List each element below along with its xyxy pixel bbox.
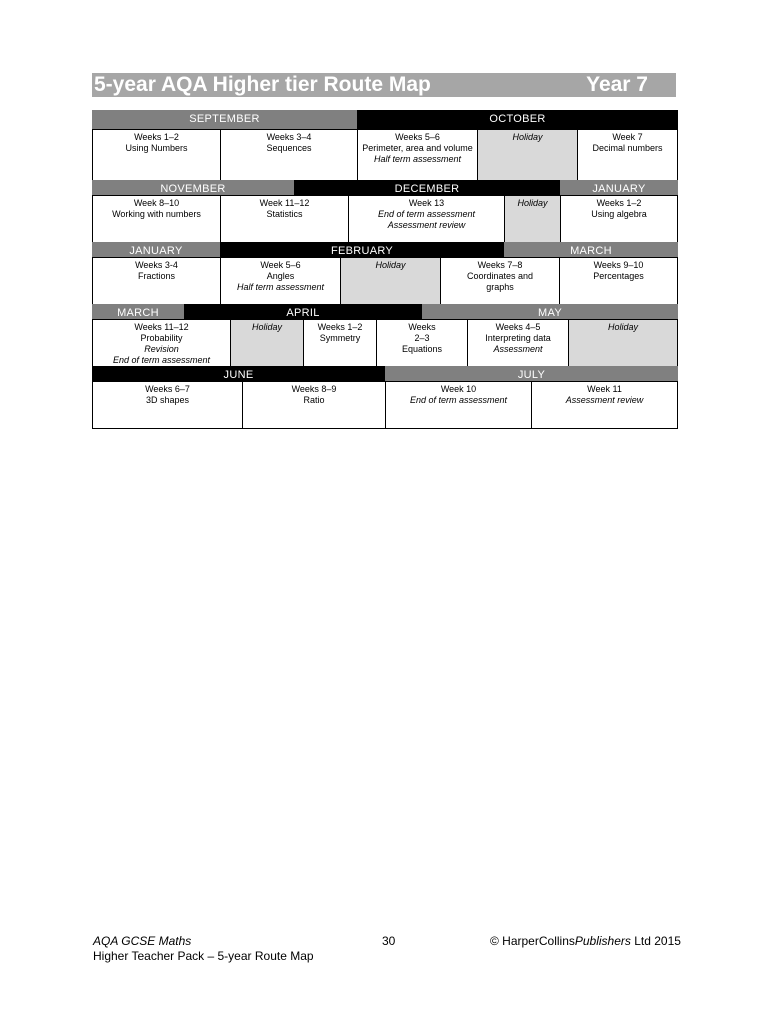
page-number: 30 (382, 934, 396, 948)
unit-cell (92, 129, 221, 181)
unit-assessment: End of term assessment (409, 395, 508, 405)
holiday-cell (477, 129, 578, 181)
unit-topic: 3D shapes (145, 395, 190, 405)
holiday-label: Holiday (251, 322, 282, 332)
unit-cell (467, 319, 569, 367)
holiday-label: Holiday (512, 132, 543, 142)
copyright-publisher: Publishers (574, 934, 631, 948)
unit-cell (92, 257, 221, 305)
month-header-march: MARCH (92, 304, 184, 323)
unit-topic: Angles (266, 271, 295, 281)
unit-cell (559, 257, 678, 305)
unit-cell (220, 257, 341, 305)
route-map-table (92, 110, 678, 429)
month-header-february: FEBRUARY (220, 242, 504, 261)
unit-weeks: Weeks (408, 322, 436, 332)
month-header-april: APRIL (184, 304, 422, 323)
holiday-cell (340, 257, 441, 305)
unit-cell (376, 319, 468, 367)
month-header-january: JANUARY (560, 180, 678, 199)
unit-cell (531, 381, 678, 429)
unit-weeks: Week 13 (408, 198, 445, 208)
unit-cell (92, 195, 221, 243)
unit-cell (303, 319, 377, 367)
unit-weeks: Week 11 (587, 384, 622, 394)
unit-weeks-range: 2–3 (414, 333, 430, 343)
month-header-october: OCTOBER (357, 110, 678, 129)
holiday-label: Holiday (375, 260, 406, 270)
unit-review: Assessment review (565, 395, 644, 405)
unit-topic: Sequences (266, 143, 312, 153)
unit-assessment: Half term assessment (236, 282, 325, 292)
unit-assessment: End of term assessment (377, 209, 476, 219)
unit-topic: Symmetry (319, 333, 361, 343)
unit-weeks: Week 5–6 (260, 260, 301, 270)
month-header-june: JUNE (92, 366, 385, 385)
unit-weeks: Weeks 3-4 (135, 260, 178, 270)
unit-topic: Fractions (137, 271, 175, 281)
unit-cell (577, 129, 678, 181)
unit-weeks: Week 8–10 (133, 198, 180, 208)
unit-topic: Decimal numbers (592, 143, 663, 153)
copyright (490, 934, 681, 948)
unit-weeks: Weeks 3–4 (266, 132, 312, 142)
unit-weeks: Week 10 (440, 384, 477, 394)
unit-weeks: Weeks 8–9 (291, 384, 337, 394)
month-header-march: MARCH (504, 242, 678, 261)
unit-topic: Using Numbers (125, 143, 188, 153)
unit-topic: Ratio (303, 395, 325, 405)
unit-weeks: Weeks 7–8 (477, 260, 523, 270)
title-bar (92, 73, 676, 97)
unit-topic: Perimeter, area and volume (362, 143, 473, 153)
holiday-label: Holiday (607, 322, 638, 332)
unit-weeks: Weeks 11–12 (134, 322, 189, 332)
unit-weeks: Week 7 (612, 132, 643, 142)
unit-weeks: Weeks 6–7 (145, 384, 190, 394)
footer-book-title: AQA GCSE Maths (93, 934, 192, 948)
unit-weeks: Weeks 4–5 (495, 322, 541, 332)
unit-review: Assessment review (387, 220, 466, 230)
month-header-september: SEPTEMBER (92, 110, 357, 129)
unit-cell (385, 381, 532, 429)
unit-cell (560, 195, 678, 243)
unit-cell (220, 129, 358, 181)
unit-cell (440, 257, 560, 305)
unit-weeks: Weeks 1–2 (134, 132, 179, 142)
unit-cell (92, 381, 243, 429)
unit-assessment: Half term assessment (373, 154, 462, 164)
month-header-november: NOVEMBER (92, 180, 294, 199)
unit-weeks: Week 11–12 (259, 198, 310, 208)
unit-topic: Equations (401, 344, 443, 354)
holiday-cell (504, 195, 561, 243)
holiday-cell (230, 319, 304, 367)
unit-cell (357, 129, 478, 181)
unit-topic: Coordinates and graphs (466, 271, 534, 292)
page-title: 5-year AQA Higher tier Route Map (94, 73, 431, 96)
year-label: Year 7 (586, 73, 648, 96)
unit-cell (348, 195, 505, 243)
holiday-label: Holiday (517, 198, 548, 208)
unit-topic: Probability (140, 333, 183, 343)
unit-topic: Percentages (593, 271, 644, 281)
unit-cell (242, 381, 386, 429)
month-header-july: JULY (385, 366, 678, 385)
copyright-suffix: Ltd 2015 (630, 934, 681, 948)
unit-weeks: Weeks 9–10 (593, 260, 644, 270)
holiday-cell (568, 319, 678, 367)
unit-assessment: End of term assessment (112, 355, 211, 365)
footer-pack-title: Higher Teacher Pack – 5-year Route Map (93, 949, 314, 963)
month-header-may: MAY (422, 304, 678, 323)
copyright-prefix: © HarperCollins (490, 934, 575, 948)
unit-revision: Revision (144, 344, 179, 354)
unit-topic: Interpreting data (485, 333, 551, 343)
month-header-december: DECEMBER (294, 180, 560, 199)
unit-weeks: Weeks 1–2 (596, 198, 642, 208)
unit-weeks: Weeks 1–2 (317, 322, 363, 332)
unit-topic: Working with numbers (112, 209, 201, 219)
unit-topic: Using algebra (591, 209, 647, 219)
unit-topic: Statistics (266, 209, 303, 219)
unit-cell (220, 195, 349, 243)
unit-cell (92, 319, 231, 367)
unit-assessment: Assessment (493, 344, 543, 354)
unit-weeks: Weeks 5–6 (395, 132, 440, 142)
month-header-january: JANUARY (92, 242, 220, 261)
